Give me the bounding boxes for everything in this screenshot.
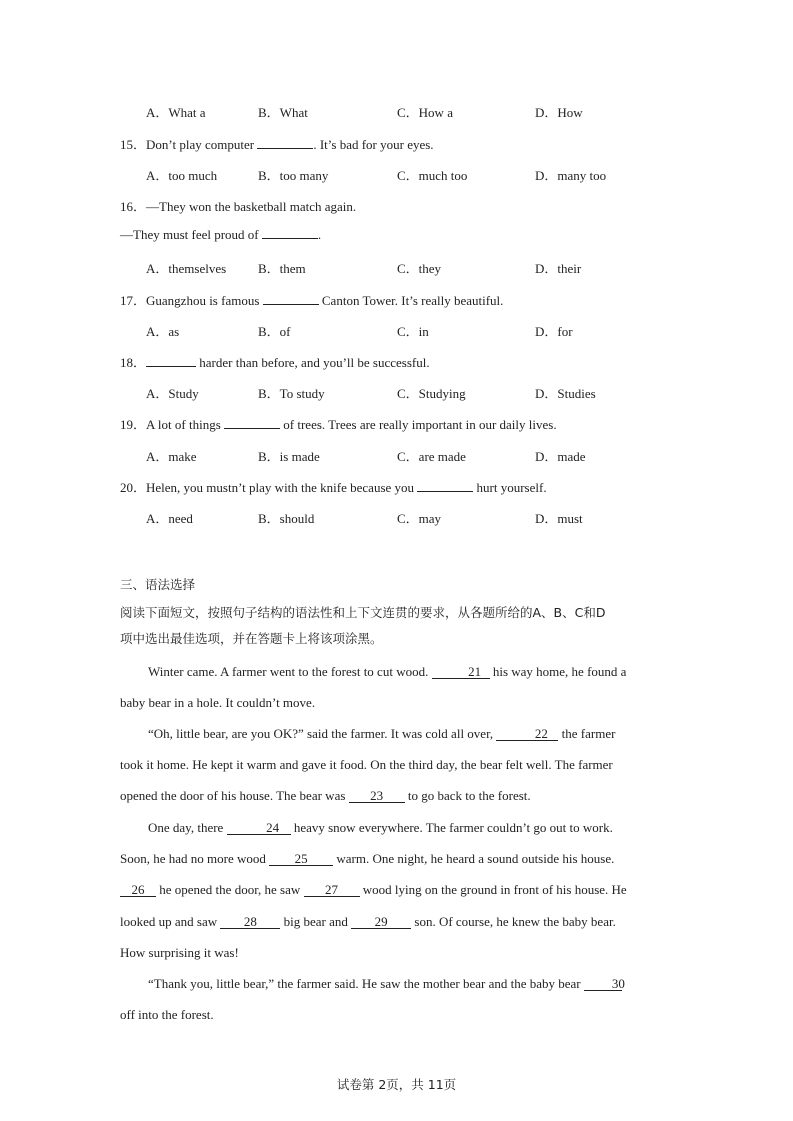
option-b[interactable]: B．should — [258, 511, 315, 526]
option-a[interactable]: A．need — [146, 511, 193, 526]
passage-paragraph-3: One day, there 24 heavy snow everywhere. The farmer couldn’t go out to work. Soon, he had no more wood 25 warm. One night, he heard a sound outside his house. 26 he opened the door, he saw 27 wood lying on the ground in front of his house. He looked up and saw 28 big bear and 29 son. Of course, he knew the baby bear. How surprising it was! — [120, 820, 627, 960]
option-a[interactable]: A．make — [146, 449, 197, 464]
answer-blank — [417, 480, 473, 492]
option-d[interactable]: D．many too — [535, 168, 607, 183]
option-c[interactable]: C．in — [397, 324, 429, 339]
option-b[interactable]: B．them — [258, 261, 306, 276]
blank-23: 23 — [349, 789, 405, 803]
option-a[interactable]: A．themselves — [146, 261, 227, 276]
option-d[interactable]: D．for — [535, 324, 573, 339]
answer-blank — [262, 227, 318, 239]
option-b[interactable]: B．too many — [258, 168, 329, 183]
section-instruction: 阅读下面短文，按照句子结构的语法性和上下文连贯的要求，从各题所给的A、B、C和D 项中选出最佳选项，并在答题卡上将该项涂黑。 — [120, 605, 606, 646]
question-17: 17．Guangzhou is famous Canton Tower. It’s really beautiful. — [120, 293, 504, 308]
question-18: 18． harder than before, and you’ll be successful. — [120, 355, 430, 370]
option-d[interactable]: D．their — [535, 261, 582, 276]
question-16-line2: —They must feel proud of . — [120, 227, 322, 242]
option-d[interactable]: D．Studies — [535, 386, 596, 401]
answer-blank — [146, 355, 196, 367]
blank-29: 29 — [351, 915, 411, 929]
option-d[interactable]: D．How — [535, 105, 583, 120]
passage-paragraph-1: Winter came. A farmer went to the forest to cut wood. 21 his way home, he found a baby bear in a hole. It couldn’t move. — [120, 664, 627, 711]
question-16: 16．—They won the basketball match again. — [120, 199, 357, 214]
option-c[interactable]: C．much too — [397, 168, 468, 183]
answer-blank — [263, 293, 319, 305]
option-a[interactable]: A．too much — [146, 168, 218, 183]
blank-28: 28 — [220, 915, 280, 929]
option-b[interactable]: B．of — [258, 324, 291, 339]
option-c[interactable]: C．Studying — [397, 386, 466, 401]
option-c[interactable]: C．they — [397, 261, 442, 276]
section-title: 三、语法选择 — [120, 577, 196, 592]
passage-paragraph-4: “Thank you, little bear,” the farmer said. He saw the mother bear and the baby bear 30 off into the forest. — [120, 976, 625, 1023]
question-20: 20．Helen, you mustn’t play with the knife because you hurt yourself. — [120, 480, 547, 495]
option-a[interactable]: A．Study — [146, 386, 199, 401]
question-15: 15．Don’t play computer . It’s bad for your eyes. — [120, 137, 434, 152]
passage-paragraph-2: “Oh, little bear, are you OK?” said the farmer. It was cold all over, 22 the farmer took it home. He kept it warm and gave it food. On the third day, the bear felt well. The farmer opened the door of his house. The bear was 23 to go back to the forest. — [120, 726, 616, 804]
option-c[interactable]: C．may — [397, 511, 442, 526]
option-a[interactable]: A．as — [146, 324, 180, 339]
question-19: 19．A lot of things of trees. Trees are really important in our daily lives. — [120, 417, 557, 432]
blank-24: 24 — [227, 821, 291, 835]
option-d[interactable]: D．must — [535, 511, 583, 526]
option-b[interactable]: B．To study — [258, 386, 325, 401]
blank-25: 25 — [269, 852, 333, 866]
option-b[interactable]: B．What — [258, 105, 308, 120]
blank-30: 30 — [584, 977, 622, 991]
answer-blank — [257, 137, 313, 149]
answer-blank — [224, 417, 280, 429]
blank-27: 27 — [304, 883, 360, 897]
option-c[interactable]: C．are made — [397, 449, 466, 464]
option-a[interactable]: A．What a — [146, 105, 206, 120]
blank-22: 22 — [496, 727, 558, 741]
option-c[interactable]: C．How a — [397, 105, 453, 120]
blank-21: 21 — [432, 665, 490, 679]
option-b[interactable]: B．is made — [258, 449, 320, 464]
page-footer: 试卷第 2页，共 11页 — [336, 1077, 457, 1092]
blank-26: 26 — [120, 883, 156, 897]
option-d[interactable]: D．made — [535, 449, 586, 464]
